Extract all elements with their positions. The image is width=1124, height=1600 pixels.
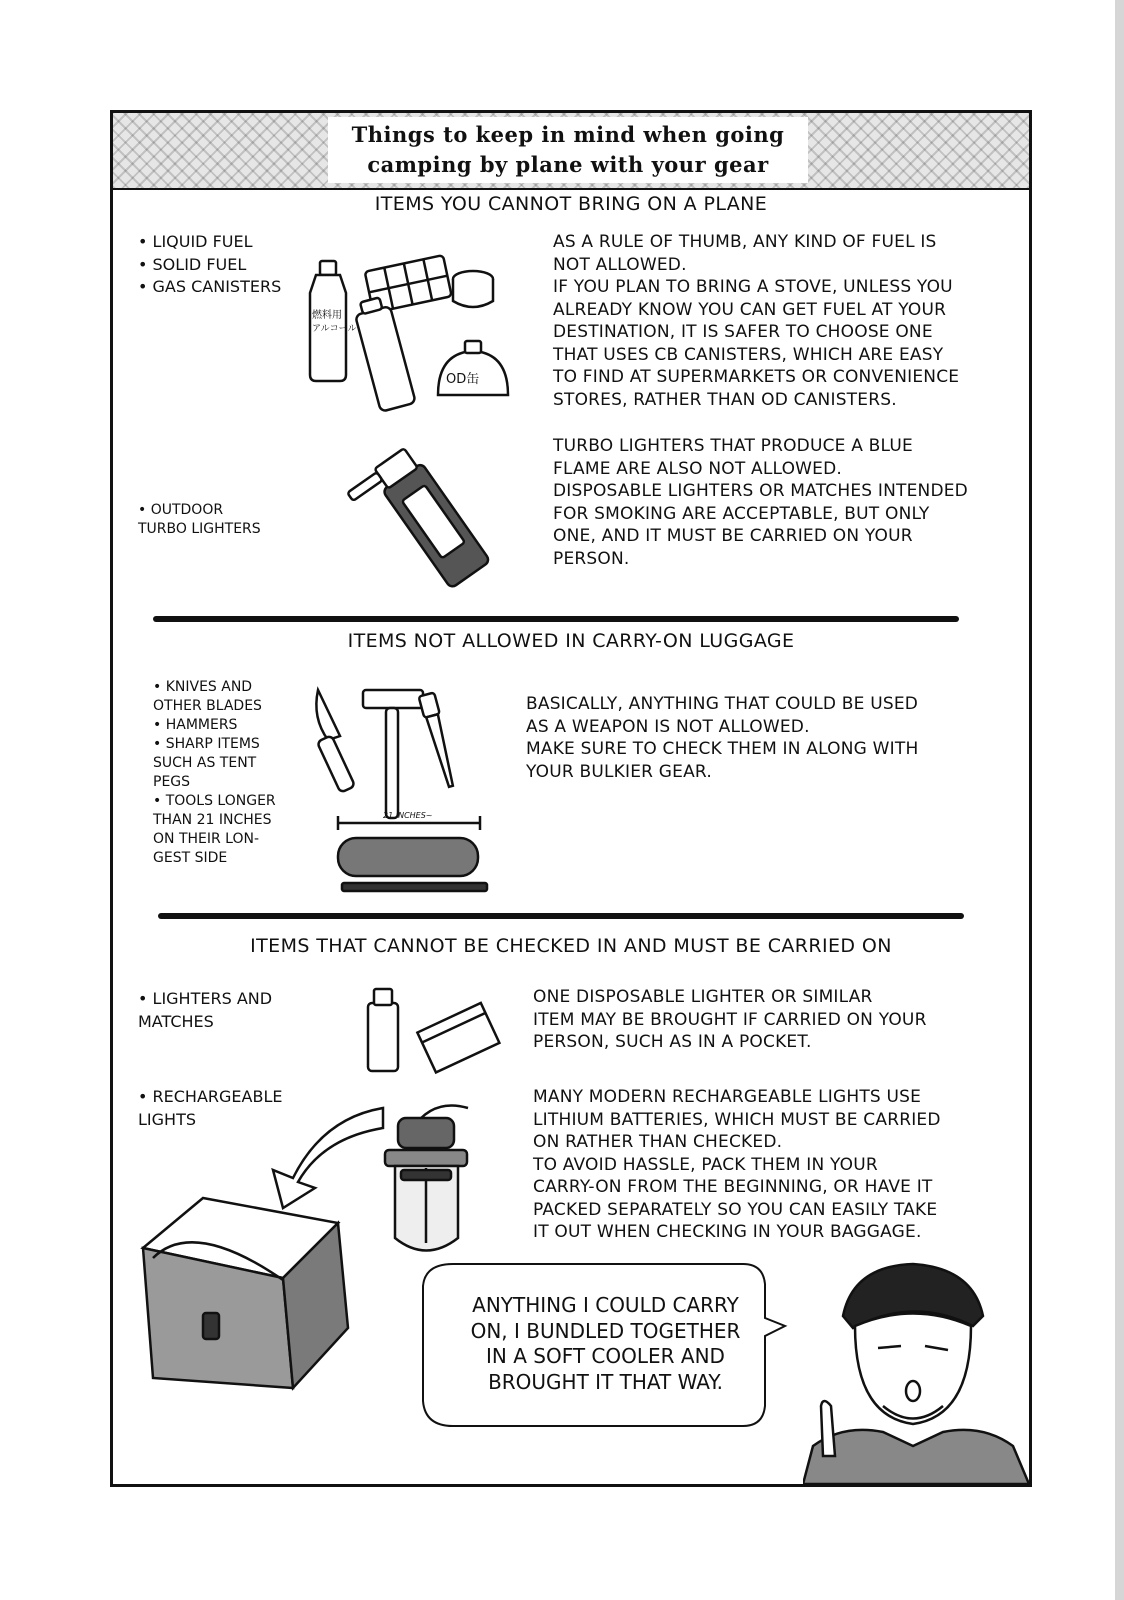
fuel-illustration [298,253,538,418]
measure-label: 21 INCHES~ [383,811,433,820]
hammer-handle [386,708,398,818]
list-item: • LIGHTERS AND [138,989,273,1008]
list-item: PEGS [153,774,191,790]
text-line: ON, I BUNDLED TOGETHER [470,1318,741,1343]
text-line: YOUR BULKIER GEAR. [526,761,712,782]
page-edge-shadow [1115,0,1124,1600]
text-line: ALREADY KNOW YOU CAN GET FUEL AT YOUR [553,299,947,320]
od-label: OD缶 [446,372,480,387]
speech-text [458,1293,753,1395]
knife-handle [317,735,355,793]
text-line: THAT USES CB CANISTERS, WHICH ARE EASY [553,344,944,365]
disposable-lighter [368,1003,398,1071]
list-item: • OUTDOOR [138,502,224,518]
tools-illustration [308,678,508,903]
cb-canister [352,295,416,412]
text-line: FOR SMOKING ARE ACCEPTABLE, BUT ONLY [553,503,930,524]
list-item: GEST SIDE [153,850,228,866]
character-portrait [803,1256,1029,1484]
list-item: • LIQUID FUEL [138,232,253,251]
text-line: PERSON, SUCH AS IN A POCKET. [533,1032,812,1052]
text-line: NOT ALLOWED. [553,254,687,275]
section-divider [158,913,964,919]
title-box [328,117,808,183]
list-item: • HAMMERS [153,717,238,733]
text-line: ONE DISPOSABLE LIGHTER OR SIMILAR [533,987,873,1007]
fuel-items-list [138,231,281,299]
text-line: BROUGHT IT THAT WAY. [488,1369,723,1394]
text-line: PERSON. [553,548,630,569]
list-item: • TOOLS LONGER [153,793,276,809]
text-line: BASICALLY, ANYTHING THAT COULD BE USED [526,694,919,714]
section-divider [153,616,959,622]
turbo-lighter-explanation [553,435,968,570]
list-item: ON THEIR LON- [153,831,260,847]
list-item: OTHER BLADES [153,698,262,714]
lighter-explanation [533,986,927,1054]
tent-pole [342,883,487,891]
tent-bag [338,838,478,876]
info-panel [110,110,1032,1487]
text-line: AS A WEAPON IS NOT ALLOWED. [526,716,810,737]
text-line: TO AVOID HASSLE, PACK THEM IN YOUR [533,1154,878,1175]
section-heading-carry-on: ITEMS NOT ALLOWED IN CARRY-ON LUGGAGE [347,630,795,652]
text-line: TURBO LIGHTERS THAT PRODUCE A BLUE [553,436,913,456]
lighter-list [138,988,272,1033]
text-line: ONE, AND IT MUST BE CARRIED ON YOUR [553,526,913,546]
text-line: IT OUT WHEN CHECKING IN YOUR BAGGAGE. [533,1222,922,1242]
text-line: DESTINATION, IT IS SAFER TO CHOOSE ONE [553,322,933,342]
list-item: • SOLID FUEL [138,254,247,274]
text-line: IN A SOFT COOLER AND [486,1344,725,1368]
list-item: LIGHTS [138,1109,196,1129]
text-line: STORES, RATHER THAN OD CANISTERS. [553,389,897,410]
rechargeable-lantern [385,1106,468,1251]
text-line: PACKED SEPARATELY SO YOU CAN EASILY TAKE [533,1199,938,1220]
soft-cooler-bag [143,1198,348,1388]
list-item: • GAS CANISTERS [138,277,282,296]
list-item: • SHARP ITEMS [153,736,260,752]
text-line: LITHIUM BATTERIES, WHICH MUST BE CARRIED [533,1109,941,1130]
text-line: AS A RULE OF THUMB, ANY KIND OF FUEL IS [553,232,937,252]
text-line: ANYTHING I COULD CARRY [472,1293,739,1317]
fuel-explanation [553,231,959,411]
text-line: DISPOSABLE LIGHTERS OR MATCHES INTENDED [553,481,968,501]
bottle-label: 燃料用 [312,310,342,321]
list-item: • KNIVES AND [153,679,253,695]
list-item: THAN 21 INCHES [153,812,272,828]
section-heading-cannot-bring: ITEMS YOU CANNOT BRING ON A PLANE [374,193,768,215]
title-banner [113,113,1029,190]
turbo-lighter-illustration [323,438,523,608]
rechargeable-lights-explanation [533,1086,941,1244]
raised-finger [821,1401,835,1456]
text-line: FLAME ARE ALSO NOT ALLOWED. [553,458,843,479]
page-title: Things to keep in mind when going camping by plane with your gear [351,122,785,177]
matchbox [417,1003,499,1072]
list-item: • RECHARGEABLE [138,1087,283,1106]
carry-on-forbidden-list [153,678,276,868]
tent-peg [419,692,459,788]
section-heading-must-carry: ITEMS THAT CANNOT BE CHECKED IN AND MUST BE CARRIED ON [250,935,892,957]
turbo-lighter-list [138,501,261,539]
knife-blade [316,690,340,740]
face [855,1314,971,1425]
text-line: TO FIND AT SUPERMARKETS OR CONVENIENCE [553,367,960,387]
arrow-icon [273,1108,383,1208]
jacket [803,1430,1029,1484]
text-line: ON RATHER THAN CHECKED. [533,1132,783,1152]
list-item: MATCHES [138,1011,214,1031]
text-line: MAKE SURE TO CHECK THEM IN ALONG WITH [526,739,919,759]
bottle-cap [320,261,336,275]
list-item: SUCH AS TENT [153,755,257,771]
list-item: TURBO LIGHTERS [138,521,261,537]
text-line: ITEM MAY BE BROUGHT IF CARRIED ON YOUR [533,1009,927,1030]
text-line: CARRY-ON FROM THE BEGINNING, OR HAVE IT [533,1177,933,1197]
text-line: IF YOU PLAN TO BRING A STOVE, UNLESS YOU [553,277,953,297]
lighter-matches-illustration [358,983,508,1078]
text-line: MANY MODERN RECHARGEABLE LIGHTS USE [533,1087,922,1107]
carry-on-explanation [526,693,918,783]
hammer-head [363,690,423,708]
svg-text:アルコール: アルコール [312,324,357,334]
